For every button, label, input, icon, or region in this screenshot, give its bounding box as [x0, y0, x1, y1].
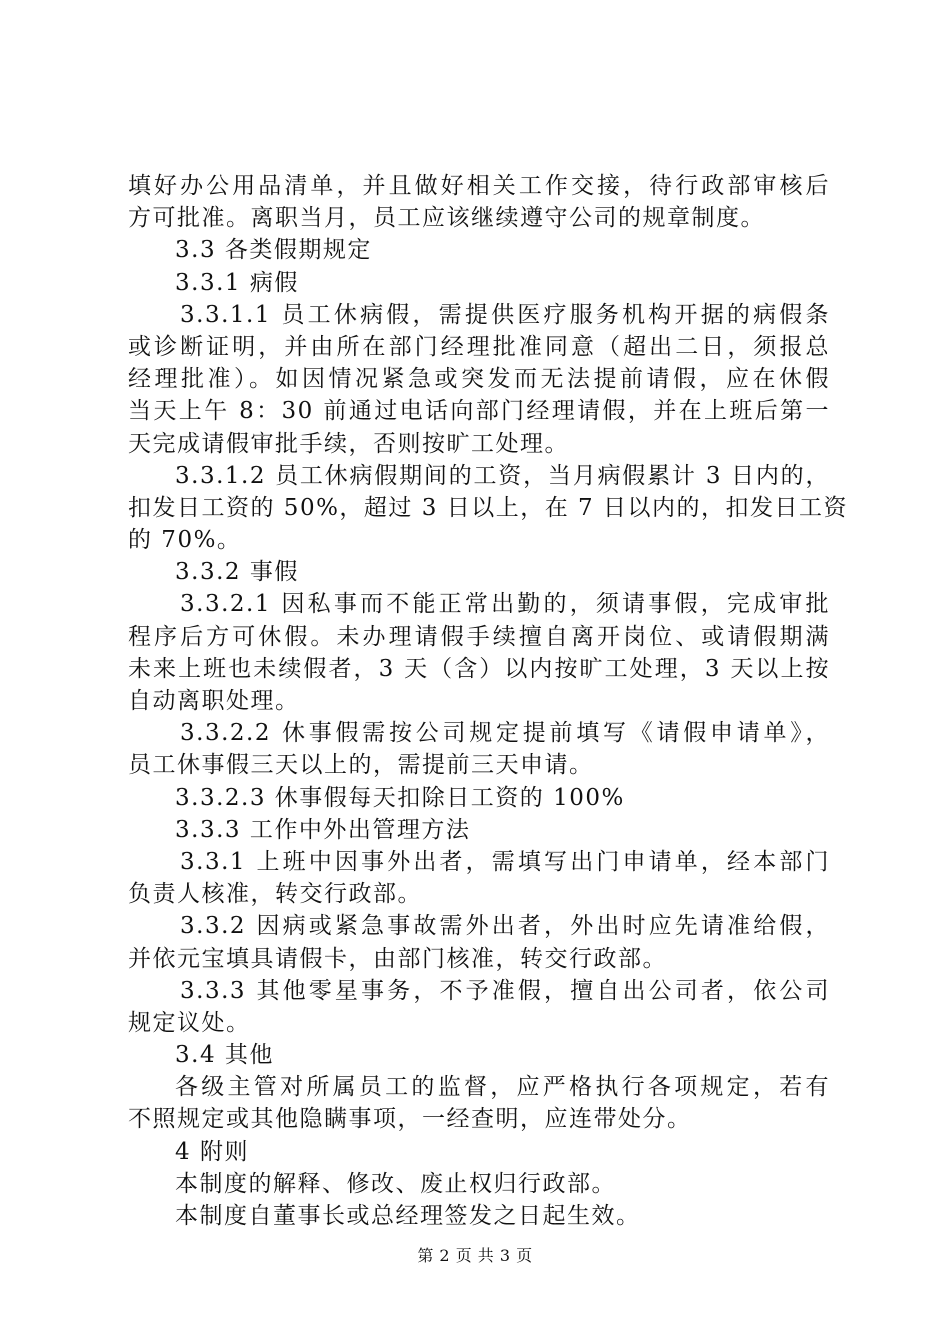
text-line: 3.3.2.3 休事假每天扣除日工资的 100% [175, 784, 625, 811]
text-line: 程序后方可休假。未办理请假手续擅自离开岗位、或请假期满 [128, 623, 830, 650]
section-heading: 4 附则 [175, 1138, 249, 1165]
text-line: 自动离职处理。 [128, 688, 300, 714]
subsection-heading: 3.3.2 事假 [175, 559, 299, 586]
text-line: 本制度的解释、修改、废止权归行政部。 [175, 1170, 616, 1197]
section-heading: 3.3 各类假期规定 [175, 237, 372, 264]
subsection-heading: 3.3.1 病假 [175, 269, 299, 296]
text-line: 3.3.1.2 员工休病假期间的工资，当月病假累计 3 日内的， [175, 462, 830, 489]
text-line: 3.3.3 其他零星事务，不予准假，擅自出公司者，依公司 [180, 977, 830, 1004]
text-line: 不照规定或其他隐瞒事项，一经查明，应连带处分。 [128, 1106, 692, 1133]
text-line: 未来上班也未续假者，3 天（含）以内按旷工处理，3 天以上按 [128, 655, 830, 682]
text-line: 3.3.1.1 员工休病假，需提供医疗服务机构开据的病假条 [180, 301, 830, 328]
text-line: 并依元宝填具请假卡，由部门核准，转交行政部。 [128, 945, 667, 972]
document-body [128, 170, 848, 1232]
text-line: 填好办公用品清单，并且做好相关工作交接，待行政部审核后 [128, 173, 830, 199]
text-line: 或诊断证明，并由所在部门经理批准同意（超出二日，须报总 [128, 333, 830, 360]
text-line: 员工休事假三天以上的，需提前三天申请。 [128, 752, 594, 779]
text-line: 各级主管对所属员工的监督，应严格执行各项规定，若有 [175, 1074, 830, 1101]
text-line: 方可批准。离职当月，员工应该继续遵守公司的规章制度。 [128, 205, 765, 232]
text-line: 负责人核准，转交行政部。 [128, 881, 422, 908]
text-line: 3.3.1 上班中因事外出者，需填写出门申请单，经本部门 [180, 848, 830, 875]
text-line: 3.3.2.2 休事假需按公司规定提前填写《请假申请单》， [180, 720, 830, 747]
text-line: 扣发日工资的 50%，超过 3 日以上，在 7 日以内的，扣发日工资 [128, 494, 848, 521]
text-line: 规定议处。 [128, 1009, 251, 1036]
text-line: 本制度自董事长或总经理签发之日起生效。 [175, 1203, 641, 1229]
page-number: 第 2 页 共 3 页 [417, 1246, 533, 1265]
text-line: 当天上午 8：30 前通过电话向部门经理请假，并在上班后第一 [128, 398, 830, 425]
text-line: 的 70%。 [128, 527, 242, 554]
section-heading: 3.4 其他 [175, 1042, 274, 1069]
text-line: 3.3.2 因病或紧急事故需外出者，外出时应先请准给假， [180, 913, 830, 940]
subsection-heading: 3.3.3 工作中外出管理方法 [175, 816, 471, 843]
text-line: 天完成请假审批手续，否则按旷工处理。 [128, 430, 569, 457]
text-line: 3.3.2.1 因私事而不能正常出勤的，须请事假，完成审批 [180, 591, 830, 618]
text-line: 经理批准）。如因情况紧急或突发而无法提前请假，应在休假 [128, 366, 830, 393]
